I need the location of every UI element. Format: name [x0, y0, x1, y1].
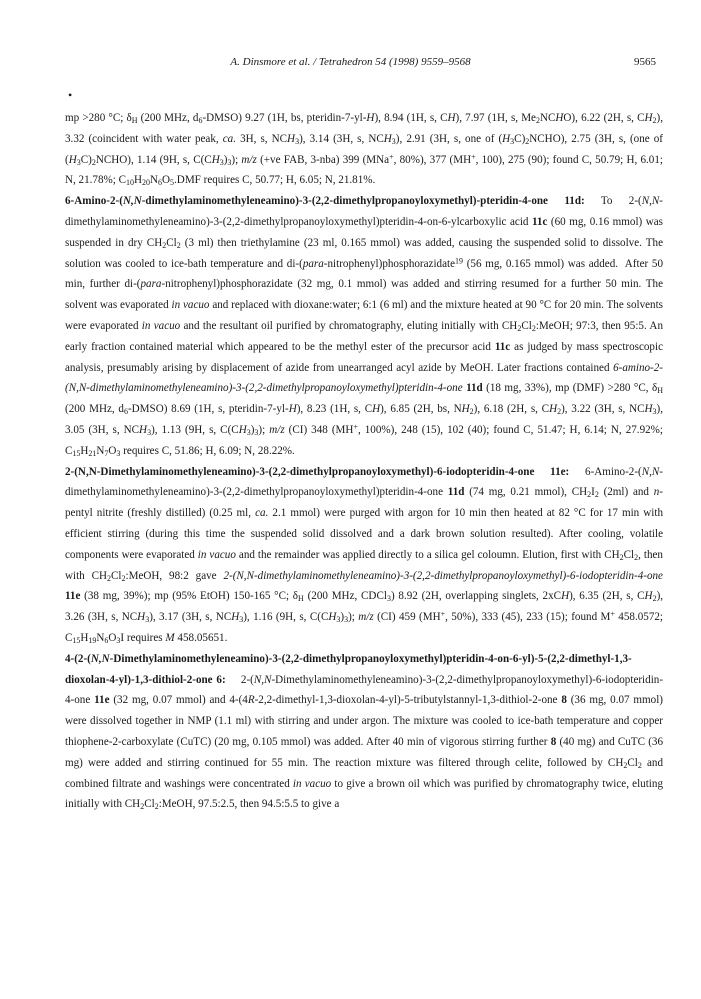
paragraph-4: 4-(2-(N,N-Dimethylaminomethyleneamino)-3-(2,2-dimethylpropanoyloxymethyl)pteridin-4-on-6-yl)-5-(2,2-dimethyl-1,3-dioxolan-4-yl)-1,3-dithiol-2-one 6: 2-(N,N-Dimethylaminomethyleneamino)-3-(2,2-dimethylpropanoyloxymethyl)-6-iodopteridin-4-one 11e (32 mg, 0.07 mmol) and 4-(4R-2,2-dimethyl-1,3-dioxolan-4-yl)-5-tributylstannyl-1,3-dithiol-2-one 8 (36 mg, 0.07 mmol) were dissolved together in NMP (1.1 ml) with stirring and under argon. The mixture was cooled to ice-bath temperature and copper thiophene-2-carboxylate (CuTC) (20 mg, 0.105 mmol) was added. After 40 min of vigorous stirring further 8 (40 mg) and CuTC (36 mg) were added and stirring continued for 55 min. The reaction mixture was filtered through celite, followed by $CH_2Cl_2$ and combined filtrate and washings were concentrated in vacuo to give a brown oil which was purified by chromatography twice, eluting initially with $CH_2Cl_2:MeOH$, 97.5:2.5, then 94.5:5.5 to give a: [65, 652, 664, 812]
paragraph-2: 6-Amino-2-(N,N-dimethylaminomethyleneamino)-3-(2,2-dimethylpropanoyloxymethyl)-pteridin-4-one 11d: To 2-(N,N-dimethylaminomethyleneamino)-3-(2,2-dimethylpropanoyloxymethyl)pteridin-4-on-6-ylcarboxylic acid 11c (60 mg, 0.16 mmol) was suspended in dry $CH_2Cl_2$ (3 ml) then triethylamine (23 ml, 0.165 mmol) was added, causing the suspended solid to dissolve. The solution was cooled to ice-bath temperature and di-(para-nitrophenyl)phosphorazidate$^{19}$ (56 mg, 0.165 mmol) was added. After 50 min, further di-(para-nitrophenyl)phosphorazidate (32 mg, 0.1 mmol) was added and stirring resumed for a further 50 min. The solvent was evaporated in vacuo and replaced with dioxane:water; 6:1 (6 ml) and the mixture heated at 90 °C for 20 min. The solvents were evaporated in vacuo and the resultant oil purified by chromatography, eluting initially with $CH_2Cl_2:MeOH$; 97:3, then 95:5. An early fraction contained material which appeared to be the methyl ester of the precursor acid 11c as judged by mass spectroscopic analysis, presumably arising by displacement of azide from unearranged acyl azide by MeOH. Later fractions contained 6-amino-2-(N,N-dimethylaminomethyleneamino)-3-(2,2-dimethylpropanoyloxymethyl)pteridin-4-one 11d (18 mg, 33%), mp (DMF) >280 °C, $\delta_H$ (200 MHz, $d_6-DMSO$) 8.69 (1H, s, pteridin-7-yl-H), 8.23 (1H, s, CH), 6.85 (2H, bs, $NH_2$), 6.18 (2H, s, $CH_2$), 3.22 (3H, s, $NCH_3$), 3.05 (3H, s, $NCH_3$), 1.13 (9H, s, $C(CH_3)_3$); m/z (CI) 348 (MH+, 100%), 248 (15), 102 (40); found C, 51.47; H, 6.14; N, 27.92%; $C_{15}H_{21}N_7O_3$ requires C, 51.86; H, 6.09; N, 28.22%.: [65, 195, 663, 458]
running-header: [0, 56, 701, 72]
body-text: [65, 108, 663, 815]
compound-heading-6: 4-(2-(N,N-Dimethylaminomethyleneamino)-3-(2,2-dimethylpropanoyloxymethyl)pteridin-4-on-6-yl)-5-(2,2-dimethyl-1,3-dioxolan-4-yl)-1,3-dithiol-2-one 6:: [65, 652, 632, 686]
paragraph-3: 2-(N,N-Dimethylaminomethyleneamino)-3-(2,2-dimethylpropanoyloxymethyl)-6-iodopteridin-4-one 11e: 6-Amino-2-(N,N-dimethylaminomethyleneamino)-3-(2,2-dimethylpropanoyloxymethyl)pteridin-4-one 11d (74 mg, 0.21 mmol), $CH_2I_2$ (2ml) and n-pentyl nitrite (freshly distilled) (0.25 ml, ca. 2.1 mmol) were purged with argon for 10 min then heated at 82 °C for 17 min with efficient stirring (during this time the suspended solid dissolved and a dark brown solution resulted). After cooling, volatile components were evaporated in vacuo and the remainder was applied directly to a silica gel coloumn. Elution, first with $CH_2Cl_2$, then with $CH_2Cl_2:MeOH$, 98:2 gave 2-(N,N-dimethylaminomethyleneamino)-3-(2,2-dimethylpropanoyloxymethyl)-6-iodopteridin-4-one 11e (38 mg, 39%); mp (95% EtOH) 150-165 °C; $\delta_H$ (200 MHz, CDCl$_3$) 8.92 (2H, overlapping singlets, 2xCH), 6.35 (2H, s, $CH_2$), 3.26 (3H, s, $NCH_3$), 3.17 (3H, s, $NCH_3$), 1.16 (9H, s, $C(CH_3)_3$); m/z (CI) 459 (MH+, 50%), 333 (45), 233 (15); found M+ 458.0572; $C_{15}H_{19}N_6O_3I$ requires M 458.05651.: [65, 465, 664, 645]
paragraph-1: mp >280 °C; $\delta_H$ (200 MHz, $d_6-DMSO$) 9.27 (1H, bs, pteridin-7-yl-H), 8.94 (1H, s, CH), 7.97 (1H, s, $Me_2NCHO$), 6.22 (2H, s, $CH_2$), 3.32 (coincident with water peak, ca. 3H, s, $NCH_3$), 3.14 (3H, s, $NCH_3$), 2.91 (3H, s, one of $(H_3C)_2NCHO$), 2.75 (3H, s, (one of $(H_3C)_2NCHO$), 1.14 (9H, s, $C(CH_3)_3$); m/z (+ve FAB, 3-nba) 399 (MNa+, 80%), 377 (MH+, 100), 275 (90); found C, 50.79; H, 6.01; N, 21.78%; $C_{10}H_{20}N_6O_5.DMF$ requires C, 50.77; H, 6.05; N, 21.81%.: [65, 112, 663, 188]
bullet-mark: •: [68, 88, 73, 102]
compound-heading-11d: 6-Amino-2-(N,N-dimethylaminomethyleneamino)-3-(2,2-dimethylpropanoyloxymethyl)-pteridin-4-one 11d:: [65, 195, 585, 208]
compound-heading-11e: 2-(N,N-Dimethylaminomethyleneamino)-3-(2,2-dimethylpropanoyloxymethyl)-6-iodopteridin-4-one 11e:: [65, 465, 570, 478]
running-title: A. Dinsmore et al. / Tetrahedron 54 (1998) 9559–9568: [230, 56, 471, 68]
page-number: 9565: [634, 56, 656, 68]
